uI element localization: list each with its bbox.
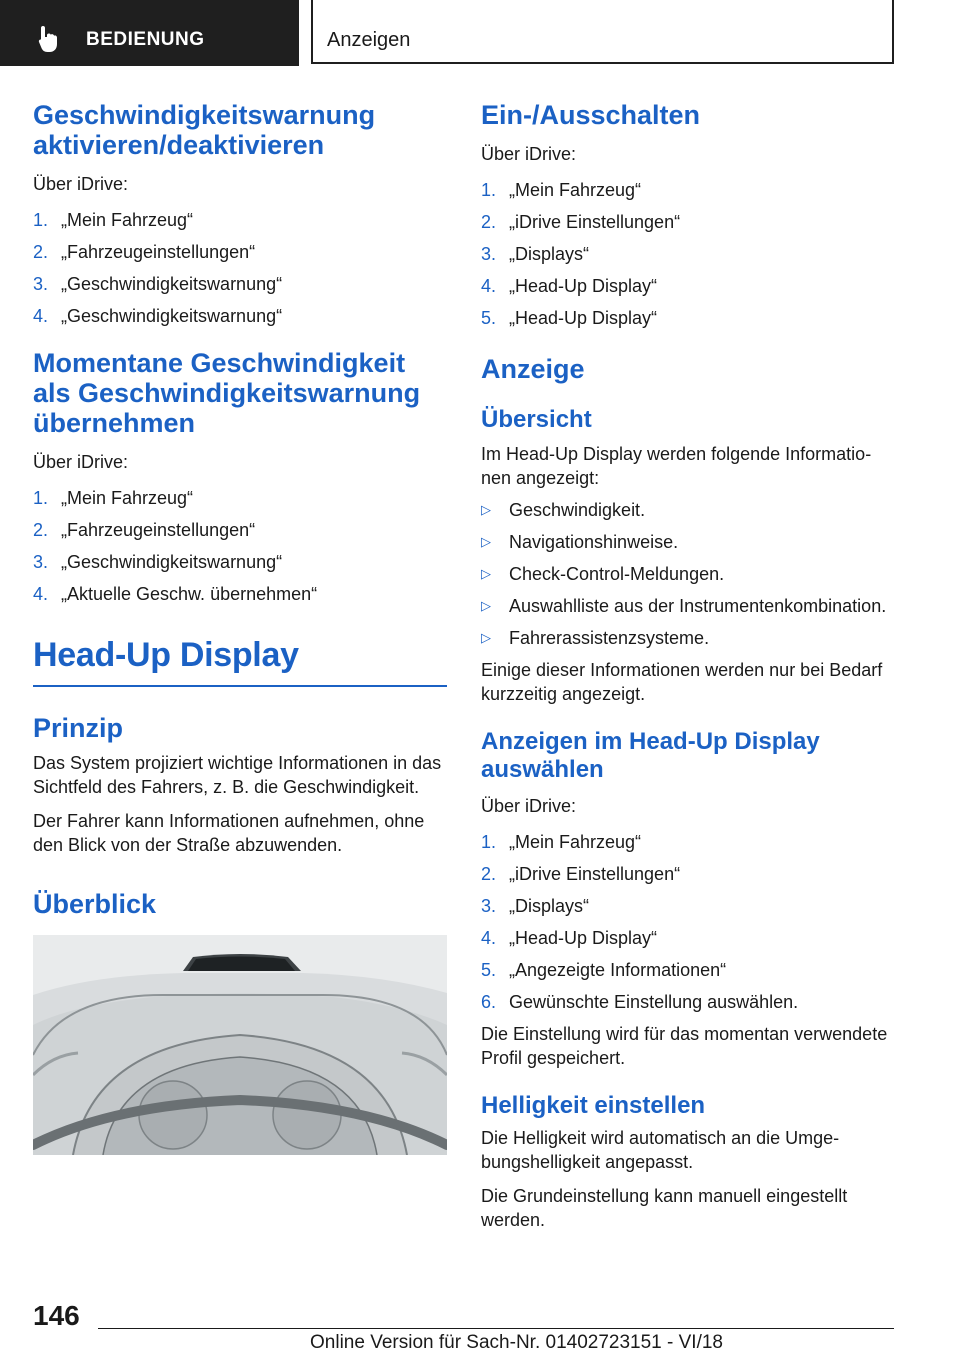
- chapter-label: Anzeigen: [327, 29, 411, 51]
- hud-dashboard-illustration: [33, 935, 447, 1155]
- list-item: 1. „Mein Fahrzeug“: [481, 180, 642, 200]
- list-item: 5. „Head-Up Display“: [481, 308, 658, 328]
- list-item: 4. „Head-Up Display“: [481, 928, 658, 948]
- paragraph: Der Fahrer kann Informationen aufnehmen, ohne den Blick von der Straße abzuwenden.: [33, 811, 425, 855]
- list-item: ▷ Check-Control-Meldungen.: [481, 564, 725, 584]
- page-number: 146: [33, 1300, 80, 1331]
- list-item: 6. Gewünschte Einstellung auswählen.: [481, 992, 799, 1012]
- list-item: 3. „Geschwindigkeitswarnung“: [33, 274, 283, 294]
- chapter-heading: Head-Up Display: [33, 636, 299, 674]
- list-item: 4. „Geschwindigkeitswarnung“: [33, 306, 283, 326]
- list-item: ▷ Auswahlliste aus der Instrumentenkombination.: [481, 596, 887, 616]
- section-tab: [0, 0, 299, 66]
- list-item: ▷ Fahrerassistenzsysteme.: [481, 628, 710, 648]
- list-item: 1. „Mein Fahrzeug“: [481, 832, 642, 852]
- triangle-right-icon: ▷: [481, 566, 491, 581]
- paragraph: Die Helligkeit wird automatisch an die Umgebungshelligkeit angepasst.: [481, 1128, 840, 1172]
- heading-speed-warning-toggle: Geschwindigkeitswarnung aktivieren/deaktivieren: [33, 100, 376, 160]
- steps-list: [481, 178, 895, 330]
- heading-rule: [33, 685, 447, 687]
- paragraph: Im Head-Up Display werden folgende Informationen angezeigt:: [481, 444, 872, 488]
- right-column: [481, 100, 895, 1232]
- footer-text: Online Version für Sach-Nr. 01402723151 - VI/18: [310, 1332, 723, 1353]
- footer-rule: [98, 1328, 894, 1329]
- left-column: [33, 100, 447, 1155]
- list-item: ▷ Navigationshinweise.: [481, 532, 679, 552]
- heading-overview: Überblick: [33, 889, 157, 919]
- list-item: 3. „Displays“: [481, 244, 590, 264]
- steps-list: [481, 830, 895, 1014]
- heading-display: Anzeige: [481, 354, 585, 384]
- list-item: 1. „Mein Fahrzeug“: [33, 210, 194, 230]
- list-item: 2. „Fahrzeugeinstellungen“: [33, 242, 256, 262]
- triangle-right-icon: ▷: [481, 534, 491, 549]
- heading-principle: Prinzip: [33, 713, 124, 743]
- intro-text: Über iDrive:: [481, 144, 577, 164]
- intro-text: Über iDrive:: [33, 174, 129, 194]
- heading-brightness: Helligkeit einstellen: [481, 1092, 706, 1119]
- list-item: ▷ Geschwindigkeit.: [481, 500, 646, 520]
- paragraph: Die Einstellung wird für das momentan verwendete Profil gespeichert.: [481, 1024, 888, 1068]
- intro-text: Über iDrive:: [33, 452, 129, 472]
- heading-adopt-speed: Momentane Geschwindigkeit als Geschwindigkeitswarnung übernehmen: [33, 348, 421, 438]
- intro-text: Über iDrive:: [481, 796, 577, 816]
- list-item: 3. „Displays“: [481, 896, 590, 916]
- heading-summary: Übersicht: [481, 406, 592, 433]
- chapter-tab: [311, 0, 894, 64]
- list-item: 2. „iDrive Einstellungen“: [481, 864, 681, 884]
- paragraph: Die Grundeinstellung kann manuell eingestellt werden.: [481, 1186, 848, 1230]
- triangle-right-icon: ▷: [481, 630, 491, 645]
- list-item: 4. „Head-Up Display“: [481, 276, 658, 296]
- paragraph: Das System projiziert wichtige Informationen in das Sichtfeld des Fahrers, z. B. die Geschwindigkeit.: [33, 753, 442, 797]
- triangle-right-icon: ▷: [481, 598, 491, 613]
- triangle-right-icon: ▷: [481, 502, 491, 517]
- paragraph: Einige dieser Informationen werden nur bei Bedarf kurzzeitig angezeigt.: [481, 660, 883, 704]
- list-item: 4. „Aktuelle Geschw. übernehmen“: [33, 584, 318, 604]
- list-item: 2. „iDrive Einstellungen“: [481, 212, 681, 232]
- dashboard-drawing: [33, 935, 447, 1155]
- list-item: 2. „Fahrzeugeinstellungen“: [33, 520, 256, 540]
- bullet-list: [481, 498, 895, 650]
- list-item: 5. „Angezeigte Informationen“: [481, 960, 727, 980]
- heading-select-info: Anzeigen im Head-Up Display auswählen: [481, 728, 820, 783]
- heading-on-off: Ein-/Ausschalten: [481, 100, 701, 130]
- steps-list: [33, 208, 447, 328]
- list-item: 3. „Geschwindigkeitswarnung“: [33, 552, 283, 572]
- list-item: 1. „Mein Fahrzeug“: [33, 488, 194, 508]
- steps-list: [33, 486, 447, 606]
- section-label: BEDIENUNG: [86, 29, 205, 50]
- pointing-hand-icon: [34, 24, 64, 54]
